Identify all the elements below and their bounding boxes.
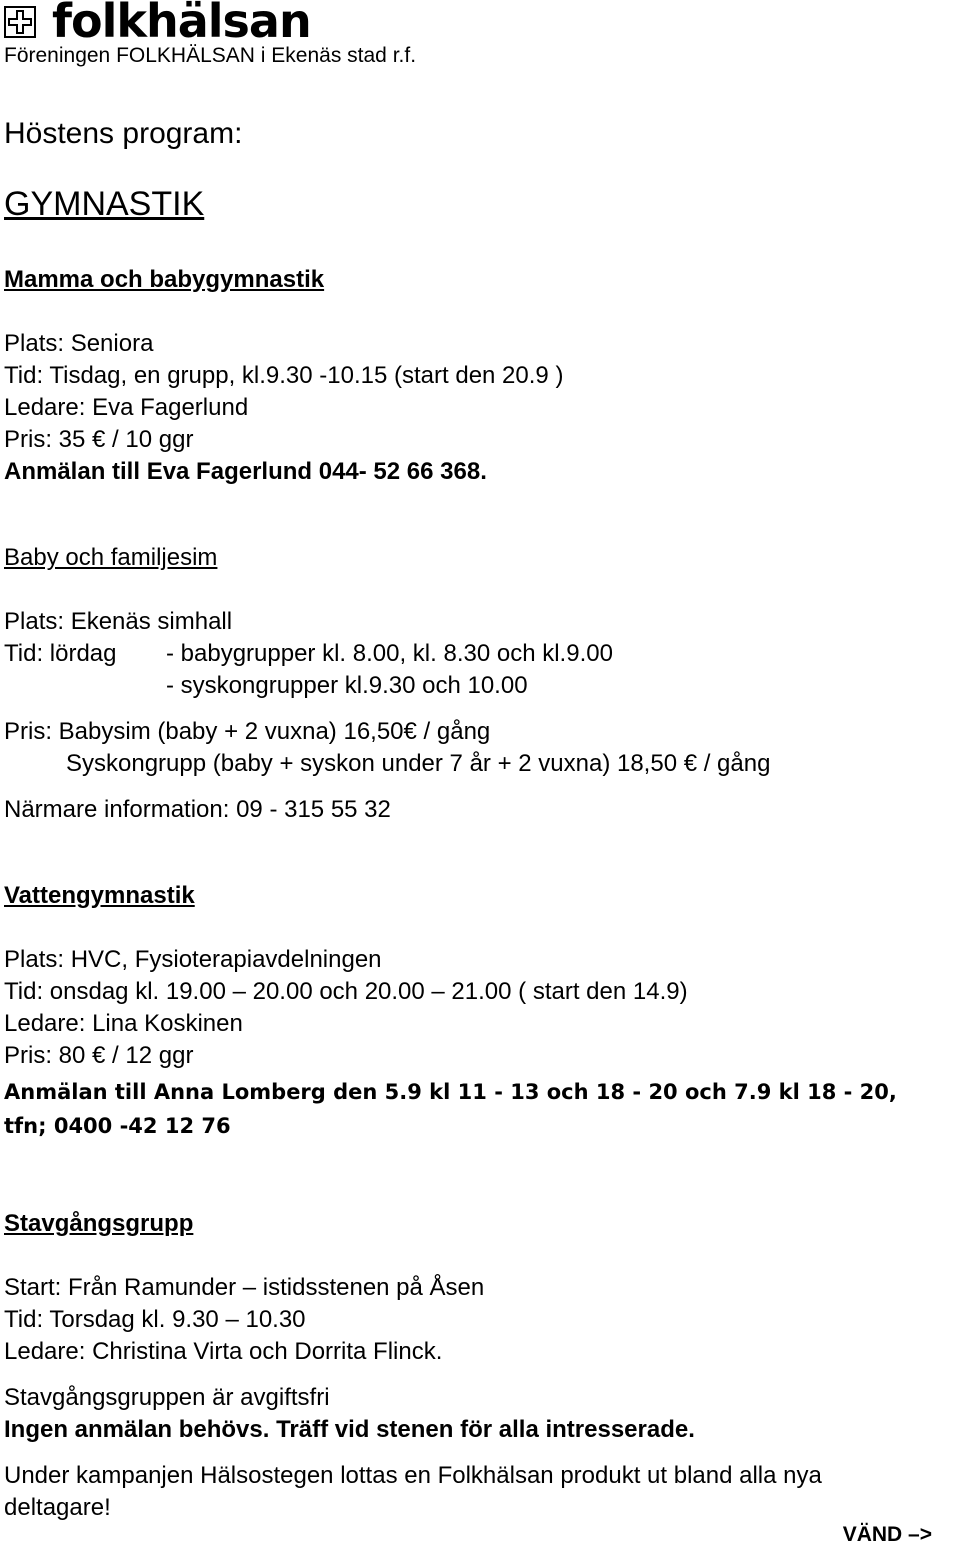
- baby-heading: Baby och familjesim: [4, 544, 218, 571]
- section-title: GYMNASTIK: [4, 185, 205, 223]
- vand-label: VÄND –>: [842, 1523, 932, 1546]
- baby-tid-1: - babygrupper kl. 8.00, kl. 8.30 och kl.9.00: [166, 640, 613, 667]
- stav-ledare: Ledare: Christina Virta och Dorrita Flinck.: [4, 1338, 443, 1365]
- stav-kampanj-1: Under kampanjen Hälsostegen lottas en Folkhälsan produkt ut bland alla nya: [4, 1462, 822, 1489]
- mamma-plats: Plats: Seniora: [4, 330, 154, 357]
- stav-tid: Tid: Torsdag kl. 9.30 – 10.30: [4, 1306, 306, 1333]
- stav-avgift: Stavgångsgruppen är avgiftsfri: [4, 1384, 330, 1411]
- vatten-plats: Plats: HVC, Fysioterapiavdelningen: [4, 946, 382, 973]
- org-name: Föreningen FOLKHÄLSAN i Ekenäs stad r.f.: [4, 44, 417, 67]
- baby-plats: Plats: Ekenäs simhall: [4, 608, 233, 635]
- mamma-anmalan: Anmälan till Eva Fagerlund 044- 52 66 368.: [4, 458, 487, 485]
- baby-pris-2: Syskongrupp (baby + syskon under 7 år + 2 vuxna) 18,50 € / gång: [66, 750, 771, 777]
- stav-heading: Stavgångsgrupp: [4, 1210, 194, 1237]
- stav-ingen: Ingen anmälan behövs. Träff vid stenen för alla intresserade.: [4, 1416, 695, 1443]
- logo-text: folkhälsan: [52, 0, 311, 48]
- mamma-ledare: Ledare: Eva Fagerlund: [4, 394, 249, 421]
- program-title: Höstens program:: [4, 117, 243, 150]
- vatten-heading: Vattengymnastik: [4, 882, 195, 909]
- vatten-pris: Pris: 80 € / 12 ggr: [4, 1042, 194, 1069]
- baby-tid-label: Tid: lördag: [4, 640, 117, 667]
- mamma-tid: Tid: Tisdag, en grupp, kl.9.30 -10.15 (start den 20.9 ): [4, 362, 564, 389]
- mamma-heading: Mamma och babygymnastik: [4, 266, 325, 293]
- vatten-tid: Tid: onsdag kl. 19.00 – 20.00 och 20.00 – 21.00 ( start den 14.9): [4, 978, 688, 1005]
- vatten-anmalan-2: tfn; 0400 -42 12 76: [4, 1114, 231, 1138]
- vatten-ledare: Ledare: Lina Koskinen: [4, 1010, 243, 1037]
- stav-kampanj-2: deltagare!: [4, 1494, 111, 1521]
- mamma-pris: Pris: 35 € / 10 ggr: [4, 426, 194, 453]
- vatten-anmalan-1: Anmälan till Anna Lomberg den 5.9 kl 11 - 13 och 18 - 20 och 7.9 kl 18 - 20,: [4, 1080, 897, 1104]
- baby-info: Närmare information: 09 - 315 55 32: [4, 796, 391, 823]
- baby-tid-2: - syskongrupper kl.9.30 och 10.00: [166, 672, 528, 699]
- folkhalsan-cross-icon: [4, 6, 36, 38]
- stav-start: Start: Från Ramunder – istidsstenen på Åsen: [4, 1274, 485, 1301]
- baby-pris-1: Pris: Babysim (baby + 2 vuxna) 16,50€ / gång: [4, 718, 491, 745]
